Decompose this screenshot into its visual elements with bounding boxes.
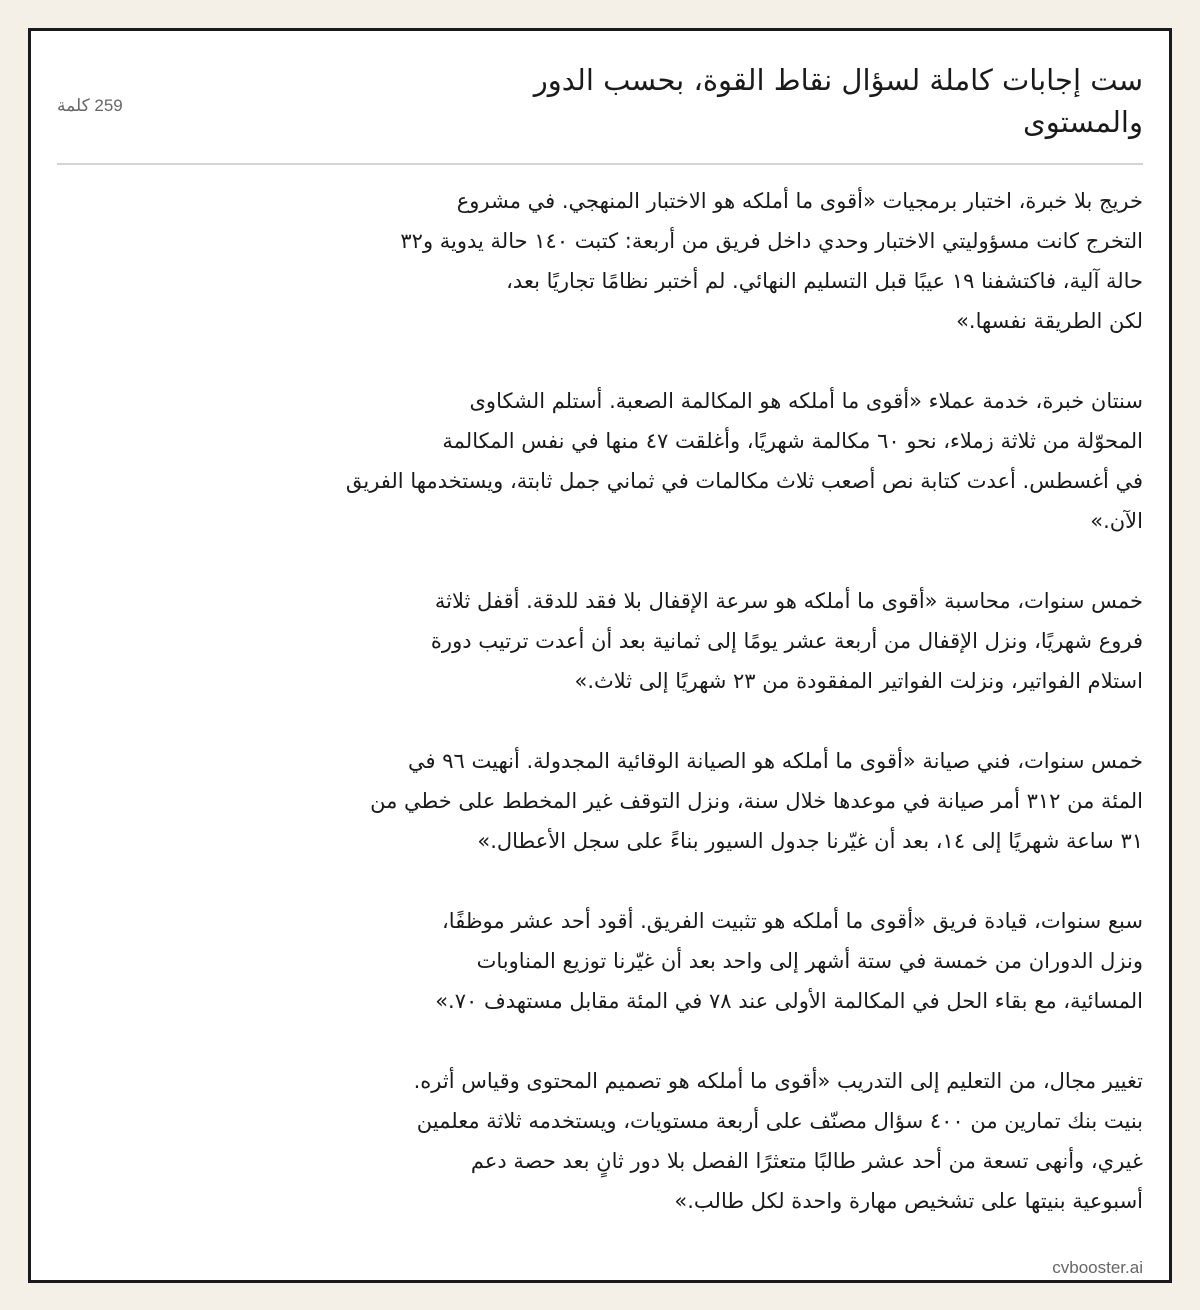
answer-line: تغيير مجال، من التعليم إلى التدريب «أقوى ما أملكه هو تصميم المحتوى وقياس أثره. — [413, 1069, 1143, 1093]
answer-paragraph — [183, 181, 1143, 341]
answer-line: في أغسطس. أعدت كتابة نص أصعب ثلاث مكالمات في ثماني جمل ثابتة، ويستخدمها الفريق — [345, 469, 1143, 493]
brand-footer: cvbooster.ai — [1052, 1258, 1143, 1277]
answer-line: حالة آلية، فاكتشفنا ١٩ عيبًا قبل التسليم النهائي. لم أختبر نظامًا تجاريًا بعد، — [506, 269, 1143, 293]
answer-line: استلام الفواتير، ونزلت الفواتير المفقودة من ٢٣ شهريًا إلى ثلاث.» — [574, 669, 1143, 693]
answer-line: التخرج كانت مسؤوليتي الاختبار وحدي داخل فريق من أربعة: كتبت ١٤٠ حالة يدوية و٣٢ — [400, 229, 1143, 253]
answer-line: المحوّلة من ثلاثة زملاء، نحو ٦٠ مكالمة شهريًا، وأغلقت ٤٧ منها في نفس المكالمة — [442, 429, 1143, 453]
answer-line: خمس سنوات، محاسبة «أقوى ما أملكه هو سرعة الإقفال بلا فقد للدقة. أقفل ثلاثة — [434, 589, 1143, 613]
answer-line: ٣١ ساعة شهريًا إلى ١٤، بعد أن غيّرنا جدول السيور بناءً على سجل الأعطال.» — [477, 829, 1143, 853]
answer-line: فروع شهريًا، ونزل الإقفال من أربعة عشر يومًا إلى ثمانية بعد أن أعدت ترتيب دورة — [430, 629, 1143, 653]
answer-line: ونزل الدوران من خمسة في ستة أشهر إلى واحد بعد أن غيّرنا توزيع المناوبات — [476, 949, 1143, 973]
answer-line: الآن.» — [1090, 509, 1143, 533]
answer-card — [28, 28, 1172, 1283]
answer-line: خمس سنوات، فني صيانة «أقوى ما أملكه هو الصيانة الوقائية المجدولة. أنهيت ٩٦ في — [408, 749, 1143, 773]
answer-paragraph — [183, 901, 1143, 1021]
answer-paragraph — [183, 381, 1143, 541]
card-header — [57, 59, 1143, 165]
page-title: ست إجابات كاملة لسؤال نقاط القوة، بحسب الدور والمستوى — [533, 63, 1143, 139]
answer-paragraph — [183, 741, 1143, 861]
word-count: 259 كلمة — [57, 96, 123, 115]
answer-line: المئة من ٣١٢ أمر صيانة في موعدها خلال سنة، ونزل التوقف غير المخطط على خطي من — [370, 789, 1143, 813]
answers-list — [183, 181, 1143, 1221]
answer-line: بنيت بنك تمارين من ٤٠٠ سؤال مصنّف على أربعة مستويات، ويستخدمه ثلاثة معلمين — [416, 1109, 1143, 1133]
answer-line: سنتان خبرة، خدمة عملاء «أقوى ما أملكه هو المكالمة الصعبة. أستلم الشكاوى — [469, 389, 1143, 413]
answer-line: غيري، وأنهى تسعة من أحد عشر طالبًا متعثرًا الفصل بلا دور ثانٍ بعد حصة دعم — [470, 1149, 1143, 1173]
answer-line: أسبوعية بنيتها على تشخيص مهارة واحدة لكل طالب.» — [674, 1189, 1143, 1213]
answer-line: لكن الطريقة نفسها.» — [956, 309, 1143, 333]
answer-paragraph — [183, 581, 1143, 701]
answer-paragraph — [183, 1061, 1143, 1221]
answer-line: خريج بلا خبرة، اختبار برمجيات «أقوى ما أملكه هو الاختبار المنهجي. في مشروع — [456, 189, 1143, 213]
answer-line: المسائية، مع بقاء الحل في المكالمة الأولى عند ٧٨ في المئة مقابل مستهدف ٧٠.» — [435, 989, 1143, 1013]
answer-line: سبع سنوات، قيادة فريق «أقوى ما أملكه هو تثبيت الفريق. أقود أحد عشر موظفًا، — [442, 909, 1143, 933]
